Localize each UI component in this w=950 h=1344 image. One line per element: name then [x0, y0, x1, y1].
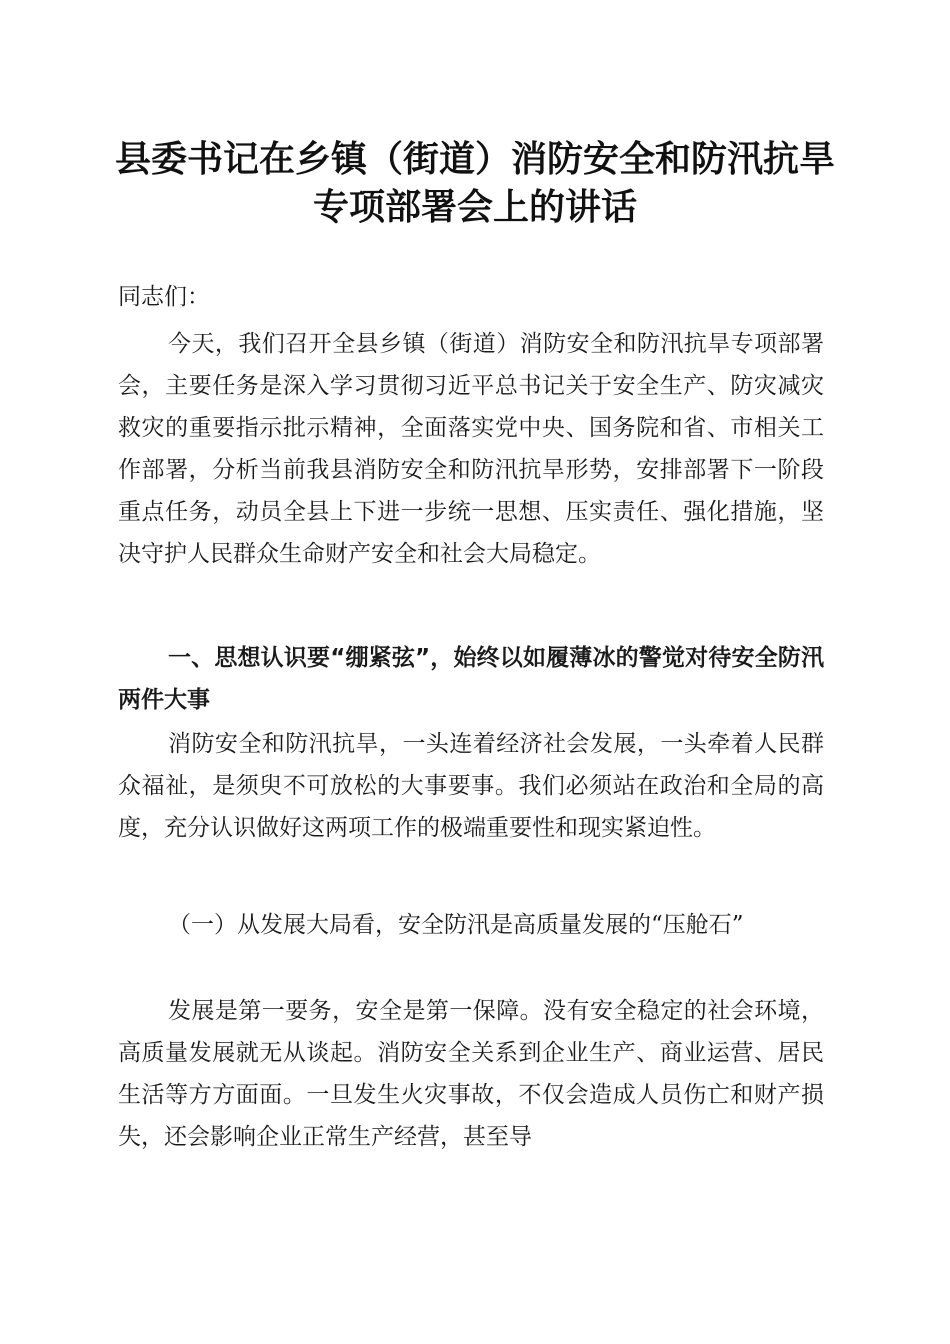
salutation: 同志们： [118, 284, 210, 310]
document-title-line-2: 专项部署会上的讲话 [312, 186, 637, 228]
document-title-line-1: 县委书记在乡镇（街道）消防安全和防汛抗旱 [114, 138, 835, 180]
paragraph-intro: 今天，我们召开全县乡镇（街道）消防安全和防汛抗旱专项部署会，主要任务是深入学习贯彻习近平总书记关于安全生产、防灾减灾救灾的重要指示批示精神，全面落实党中央、国务院和省、市相关工作部署，分析当前我县消防安全和防汛抗旱形势，安排部署下一阶段重点任务，动员全县上下进一步统一思想、压实责任、强化措施，坚决守护人民群众生命财产安全和社会大局稳定。 [118, 331, 824, 567]
paragraph-subsection-1: 发展是第一要务，安全是第一保障。没有安全稳定的社会环境，高质量发展就无从谈起。消防安全关系到企业生产、商业运营、居民生活等方方面面。一旦发生火灾事故，不仅会造成人员伤亡和财产损失，还会影响企业正常生产经营，甚至导 [118, 998, 824, 1150]
paragraph-section-1: 消防安全和防汛抗旱，一头连着经济社会发展，一头牵着人民群众福祉，是须臾不可放松的大事要事。我们必须站在政治和全局的高度，充分认识做好这两项工作的极端重要性和现实紧迫性。 [118, 731, 824, 841]
section-heading-1: 一、思想认识要“绷紧弦”，始终以如履薄冰的警觉对待安全防汛两件大事 [118, 645, 824, 713]
subsection-heading-1: （一）从发展大局看，安全防汛是高质量发展的“压舱石” [168, 912, 744, 938]
